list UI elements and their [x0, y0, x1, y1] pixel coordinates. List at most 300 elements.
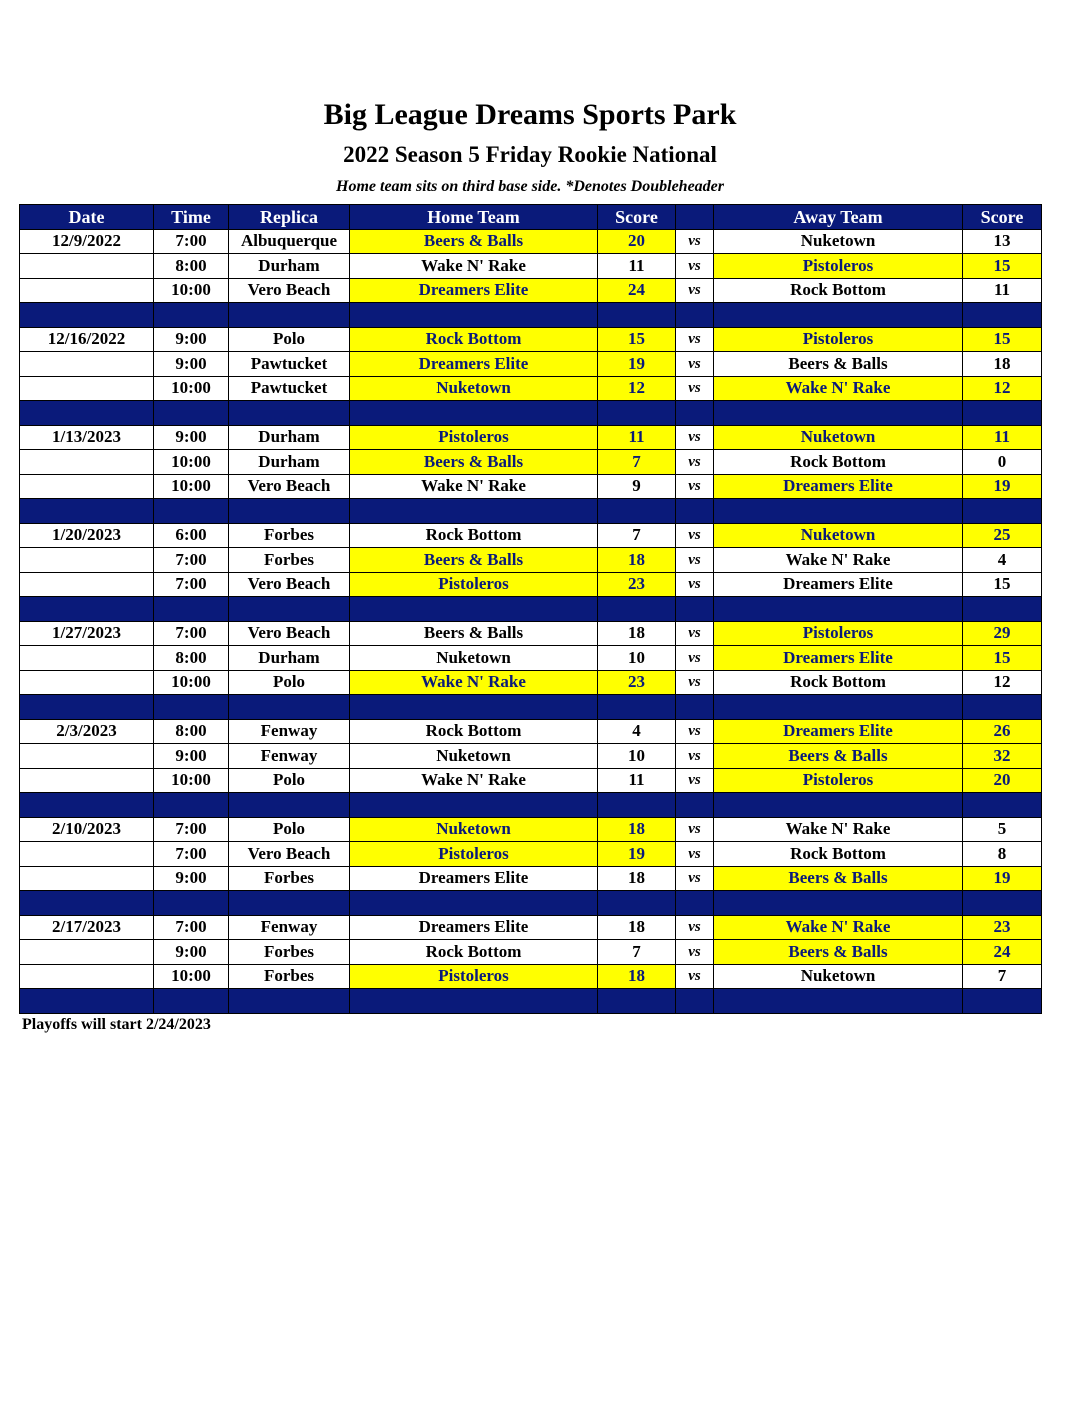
game-replica: Vero Beach — [229, 842, 350, 867]
game-date: 1/27/2023 — [20, 621, 154, 646]
home-score: 11 — [598, 254, 676, 279]
away-team: Rock Bottom — [714, 670, 963, 695]
home-score: 11 — [598, 425, 676, 450]
away-team: Dreamers Elite — [714, 646, 963, 671]
game-row — [20, 842, 1042, 867]
separator-cell — [714, 303, 963, 328]
home-team: Wake N' Rake — [350, 474, 598, 499]
separator-cell — [229, 303, 350, 328]
home-score: 20 — [598, 229, 676, 254]
home-score: 19 — [598, 352, 676, 377]
game-replica: Vero Beach — [229, 572, 350, 597]
game-date — [20, 744, 154, 769]
separator-cell — [714, 695, 963, 720]
game-time: 7:00 — [154, 548, 229, 573]
game-time: 6:00 — [154, 523, 229, 548]
separator-cell — [714, 891, 963, 916]
game-time: 8:00 — [154, 646, 229, 671]
game-row — [20, 327, 1042, 352]
col-away-score: Score — [963, 205, 1042, 230]
col-date: Date — [20, 205, 154, 230]
game-time: 8:00 — [154, 719, 229, 744]
separator-cell — [598, 303, 676, 328]
away-team: Pistoleros — [714, 327, 963, 352]
away-score: 12 — [963, 376, 1042, 401]
game-row — [20, 254, 1042, 279]
game-row — [20, 352, 1042, 377]
week-separator — [20, 597, 1042, 622]
game-replica: Vero Beach — [229, 474, 350, 499]
week-separator — [20, 793, 1042, 818]
game-row — [20, 719, 1042, 744]
away-score: 19 — [963, 866, 1042, 891]
separator-cell — [963, 499, 1042, 524]
separator-cell — [350, 891, 598, 916]
game-date: 2/10/2023 — [20, 817, 154, 842]
vs-label: vs — [676, 866, 714, 891]
separator-cell — [154, 793, 229, 818]
game-time: 8:00 — [154, 254, 229, 279]
vs-label: vs — [676, 842, 714, 867]
away-score: 23 — [963, 915, 1042, 940]
home-team: Wake N' Rake — [350, 254, 598, 279]
game-time: 9:00 — [154, 327, 229, 352]
home-score: 12 — [598, 376, 676, 401]
separator-cell — [714, 499, 963, 524]
separator-cell — [598, 891, 676, 916]
away-score: 26 — [963, 719, 1042, 744]
separator-cell — [229, 793, 350, 818]
game-date: 2/3/2023 — [20, 719, 154, 744]
home-team: Nuketown — [350, 744, 598, 769]
vs-label: vs — [676, 719, 714, 744]
away-team: Pistoleros — [714, 768, 963, 793]
separator-cell — [20, 695, 154, 720]
vs-label: vs — [676, 646, 714, 671]
week-separator — [20, 989, 1042, 1014]
game-replica: Pawtucket — [229, 352, 350, 377]
separator-cell — [20, 891, 154, 916]
separator-cell — [20, 303, 154, 328]
game-replica: Durham — [229, 254, 350, 279]
game-time: 9:00 — [154, 352, 229, 377]
game-date — [20, 964, 154, 989]
week-separator — [20, 891, 1042, 916]
away-score: 25 — [963, 523, 1042, 548]
home-team: Dreamers Elite — [350, 352, 598, 377]
vs-label: vs — [676, 425, 714, 450]
game-replica: Durham — [229, 425, 350, 450]
home-score: 15 — [598, 327, 676, 352]
game-time: 10:00 — [154, 474, 229, 499]
away-score: 13 — [963, 229, 1042, 254]
home-team: Dreamers Elite — [350, 915, 598, 940]
separator-cell — [350, 597, 598, 622]
game-date — [20, 376, 154, 401]
game-time: 10:00 — [154, 278, 229, 303]
vs-label: vs — [676, 278, 714, 303]
header-row — [20, 205, 1042, 230]
separator-cell — [714, 793, 963, 818]
vs-label: vs — [676, 817, 714, 842]
week-separator — [20, 695, 1042, 720]
game-time: 10:00 — [154, 768, 229, 793]
week-separator — [20, 499, 1042, 524]
home-score: 10 — [598, 744, 676, 769]
home-team: Pistoleros — [350, 842, 598, 867]
away-team: Dreamers Elite — [714, 474, 963, 499]
game-time: 7:00 — [154, 842, 229, 867]
page-note: Home team sits on third base side. *Denotes Doubleheader — [336, 178, 724, 195]
separator-cell — [676, 793, 714, 818]
home-team: Rock Bottom — [350, 327, 598, 352]
home-team: Rock Bottom — [350, 719, 598, 744]
game-date — [20, 254, 154, 279]
game-replica: Durham — [229, 450, 350, 475]
away-score: 15 — [963, 646, 1042, 671]
game-replica: Forbes — [229, 523, 350, 548]
separator-cell — [714, 597, 963, 622]
away-team: Dreamers Elite — [714, 572, 963, 597]
week-separator — [20, 303, 1042, 328]
game-row — [20, 915, 1042, 940]
separator-cell — [154, 891, 229, 916]
vs-label: vs — [676, 621, 714, 646]
vs-label: vs — [676, 768, 714, 793]
game-time: 10:00 — [154, 450, 229, 475]
game-row — [20, 450, 1042, 475]
away-team: Nuketown — [714, 229, 963, 254]
separator-cell — [963, 695, 1042, 720]
game-date — [20, 474, 154, 499]
vs-label: vs — [676, 352, 714, 377]
game-date — [20, 768, 154, 793]
separator-cell — [154, 989, 229, 1014]
separator-cell — [598, 401, 676, 426]
game-replica: Fenway — [229, 915, 350, 940]
game-replica: Fenway — [229, 744, 350, 769]
separator-cell — [20, 401, 154, 426]
game-row — [20, 670, 1042, 695]
page-subtitle: 2022 Season 5 Friday Rookie National — [343, 142, 717, 167]
game-date — [20, 352, 154, 377]
game-replica: Polo — [229, 670, 350, 695]
separator-cell — [350, 401, 598, 426]
game-row — [20, 572, 1042, 597]
game-date — [20, 278, 154, 303]
away-score: 19 — [963, 474, 1042, 499]
separator-cell — [229, 695, 350, 720]
game-date: 1/20/2023 — [20, 523, 154, 548]
away-score: 0 — [963, 450, 1042, 475]
col-time: Time — [154, 205, 229, 230]
schedule-body — [20, 229, 1042, 1013]
away-team: Rock Bottom — [714, 450, 963, 475]
game-replica: Pawtucket — [229, 376, 350, 401]
separator-cell — [229, 989, 350, 1014]
game-replica: Polo — [229, 327, 350, 352]
separator-cell — [963, 891, 1042, 916]
game-time: 9:00 — [154, 940, 229, 965]
home-score: 18 — [598, 964, 676, 989]
home-team: Beers & Balls — [350, 229, 598, 254]
away-score: 4 — [963, 548, 1042, 573]
game-date — [20, 646, 154, 671]
home-score: 4 — [598, 719, 676, 744]
vs-label: vs — [676, 964, 714, 989]
game-row — [20, 229, 1042, 254]
away-team: Beers & Balls — [714, 940, 963, 965]
game-date — [20, 572, 154, 597]
away-team: Beers & Balls — [714, 352, 963, 377]
home-score: 9 — [598, 474, 676, 499]
game-replica: Forbes — [229, 866, 350, 891]
game-row — [20, 768, 1042, 793]
home-score: 19 — [598, 842, 676, 867]
game-row — [20, 817, 1042, 842]
vs-label: vs — [676, 254, 714, 279]
separator-cell — [350, 793, 598, 818]
game-date — [20, 842, 154, 867]
separator-cell — [20, 499, 154, 524]
game-replica: Polo — [229, 817, 350, 842]
away-score: 15 — [963, 572, 1042, 597]
game-date: 1/13/2023 — [20, 425, 154, 450]
away-team: Rock Bottom — [714, 278, 963, 303]
separator-cell — [714, 401, 963, 426]
vs-label: vs — [676, 572, 714, 597]
away-team: Dreamers Elite — [714, 719, 963, 744]
home-score: 7 — [598, 523, 676, 548]
home-score: 7 — [598, 450, 676, 475]
away-team: Nuketown — [714, 523, 963, 548]
game-date: 2/17/2023 — [20, 915, 154, 940]
away-score: 15 — [963, 254, 1042, 279]
game-row — [20, 474, 1042, 499]
separator-cell — [154, 695, 229, 720]
separator-cell — [676, 401, 714, 426]
separator-cell — [229, 597, 350, 622]
home-score: 18 — [598, 866, 676, 891]
home-team: Nuketown — [350, 646, 598, 671]
game-row — [20, 523, 1042, 548]
separator-cell — [676, 303, 714, 328]
home-score: 23 — [598, 572, 676, 597]
game-replica: Forbes — [229, 548, 350, 573]
game-row — [20, 425, 1042, 450]
home-score: 18 — [598, 621, 676, 646]
away-score: 29 — [963, 621, 1042, 646]
col-away-team: Away Team — [714, 205, 963, 230]
game-replica: Fenway — [229, 719, 350, 744]
away-team: Nuketown — [714, 425, 963, 450]
vs-label: vs — [676, 523, 714, 548]
separator-cell — [598, 597, 676, 622]
col-replica: Replica — [229, 205, 350, 230]
schedule-table — [19, 204, 1042, 1014]
game-row — [20, 278, 1042, 303]
separator-cell — [154, 597, 229, 622]
separator-cell — [963, 597, 1042, 622]
home-score: 18 — [598, 817, 676, 842]
game-time: 7:00 — [154, 915, 229, 940]
separator-cell — [963, 989, 1042, 1014]
game-replica: Vero Beach — [229, 621, 350, 646]
away-score: 11 — [963, 278, 1042, 303]
separator-cell — [154, 401, 229, 426]
home-team: Nuketown — [350, 376, 598, 401]
week-separator — [20, 401, 1042, 426]
away-score: 24 — [963, 940, 1042, 965]
vs-label: vs — [676, 229, 714, 254]
away-team: Rock Bottom — [714, 842, 963, 867]
away-score: 20 — [963, 768, 1042, 793]
separator-cell — [598, 499, 676, 524]
separator-cell — [676, 695, 714, 720]
game-row — [20, 940, 1042, 965]
home-team: Beers & Balls — [350, 450, 598, 475]
vs-label: vs — [676, 548, 714, 573]
game-date: 12/16/2022 — [20, 327, 154, 352]
home-team: Pistoleros — [350, 425, 598, 450]
home-score: 18 — [598, 548, 676, 573]
game-time: 7:00 — [154, 817, 229, 842]
home-score: 18 — [598, 915, 676, 940]
away-score: 8 — [963, 842, 1042, 867]
vs-label: vs — [676, 744, 714, 769]
separator-cell — [20, 793, 154, 818]
game-replica: Forbes — [229, 964, 350, 989]
away-team: Beers & Balls — [714, 744, 963, 769]
separator-cell — [963, 793, 1042, 818]
away-score: 18 — [963, 352, 1042, 377]
home-score: 23 — [598, 670, 676, 695]
separator-cell — [229, 499, 350, 524]
col-home-score: Score — [598, 205, 676, 230]
col-home-team: Home Team — [350, 205, 598, 230]
game-row — [20, 866, 1042, 891]
game-date — [20, 670, 154, 695]
separator-cell — [676, 499, 714, 524]
separator-cell — [676, 891, 714, 916]
separator-cell — [229, 401, 350, 426]
away-score: 7 — [963, 964, 1042, 989]
game-time: 10:00 — [154, 964, 229, 989]
separator-cell — [676, 989, 714, 1014]
away-team: Wake N' Rake — [714, 376, 963, 401]
separator-cell — [20, 597, 154, 622]
vs-label: vs — [676, 376, 714, 401]
separator-cell — [229, 891, 350, 916]
game-time: 10:00 — [154, 376, 229, 401]
home-score: 7 — [598, 940, 676, 965]
home-score: 10 — [598, 646, 676, 671]
vs-label: vs — [676, 915, 714, 940]
away-score: 15 — [963, 327, 1042, 352]
separator-cell — [676, 597, 714, 622]
home-team: Wake N' Rake — [350, 670, 598, 695]
separator-cell — [598, 989, 676, 1014]
home-team: Rock Bottom — [350, 523, 598, 548]
game-replica: Durham — [229, 646, 350, 671]
away-team: Wake N' Rake — [714, 817, 963, 842]
home-team: Pistoleros — [350, 964, 598, 989]
home-score: 11 — [598, 768, 676, 793]
game-row — [20, 964, 1042, 989]
vs-label: vs — [676, 474, 714, 499]
separator-cell — [350, 989, 598, 1014]
away-score: 5 — [963, 817, 1042, 842]
game-row — [20, 376, 1042, 401]
game-date: 12/9/2022 — [20, 229, 154, 254]
home-team: Rock Bottom — [350, 940, 598, 965]
home-team: Pistoleros — [350, 572, 598, 597]
vs-label: vs — [676, 940, 714, 965]
game-time: 9:00 — [154, 425, 229, 450]
game-row — [20, 646, 1042, 671]
away-team: Pistoleros — [714, 254, 963, 279]
separator-cell — [154, 499, 229, 524]
separator-cell — [963, 303, 1042, 328]
col-vs — [676, 205, 714, 230]
game-time: 7:00 — [154, 621, 229, 646]
away-team: Nuketown — [714, 964, 963, 989]
game-date — [20, 866, 154, 891]
vs-label: vs — [676, 450, 714, 475]
home-team: Wake N' Rake — [350, 768, 598, 793]
game-row — [20, 621, 1042, 646]
separator-cell — [154, 303, 229, 328]
away-team: Pistoleros — [714, 621, 963, 646]
home-score: 24 — [598, 278, 676, 303]
home-team: Beers & Balls — [350, 621, 598, 646]
away-team: Wake N' Rake — [714, 548, 963, 573]
game-row — [20, 744, 1042, 769]
separator-cell — [350, 695, 598, 720]
away-team: Beers & Balls — [714, 866, 963, 891]
page-title: Big League Dreams Sports Park — [323, 98, 737, 131]
game-time: 9:00 — [154, 744, 229, 769]
home-team: Dreamers Elite — [350, 278, 598, 303]
game-time: 7:00 — [154, 572, 229, 597]
game-time: 7:00 — [154, 229, 229, 254]
playoffs-note: Playoffs will start 2/24/2023 — [22, 1016, 211, 1033]
game-replica: Vero Beach — [229, 278, 350, 303]
vs-label: vs — [676, 670, 714, 695]
game-row — [20, 548, 1042, 573]
game-replica: Polo — [229, 768, 350, 793]
separator-cell — [20, 989, 154, 1014]
away-team: Wake N' Rake — [714, 915, 963, 940]
separator-cell — [350, 303, 598, 328]
separator-cell — [350, 499, 598, 524]
game-time: 10:00 — [154, 670, 229, 695]
separator-cell — [598, 793, 676, 818]
separator-cell — [963, 401, 1042, 426]
separator-cell — [598, 695, 676, 720]
game-time: 9:00 — [154, 866, 229, 891]
home-team: Beers & Balls — [350, 548, 598, 573]
game-date — [20, 940, 154, 965]
game-replica: Forbes — [229, 940, 350, 965]
game-replica: Albuquerque — [229, 229, 350, 254]
home-team: Dreamers Elite — [350, 866, 598, 891]
away-score: 11 — [963, 425, 1042, 450]
game-date — [20, 450, 154, 475]
game-date — [20, 548, 154, 573]
home-team: Nuketown — [350, 817, 598, 842]
separator-cell — [714, 989, 963, 1014]
